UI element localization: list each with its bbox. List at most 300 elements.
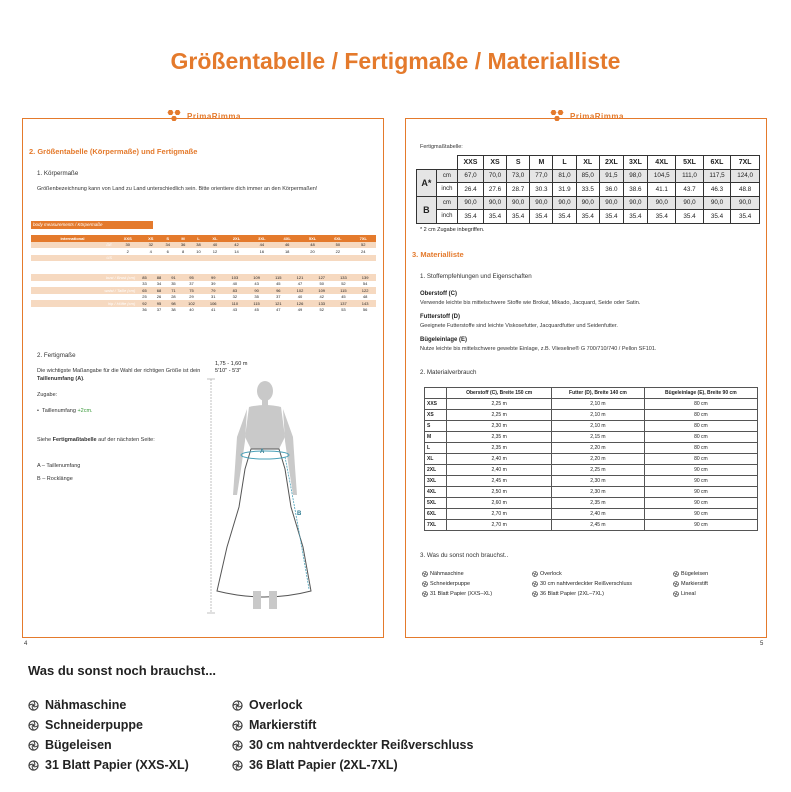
measure-cell: 92 bbox=[137, 300, 151, 307]
mv-row bbox=[425, 520, 758, 531]
bullet-icon bbox=[673, 581, 679, 587]
mv-row bbox=[425, 421, 758, 432]
subheading-fertigmasse: 2. Fertigmaße bbox=[37, 352, 76, 359]
measure-cell: 109 bbox=[311, 287, 333, 294]
mv-header: Futter (D), Breite 140 cm bbox=[552, 388, 645, 399]
measure-cell: 99 bbox=[202, 274, 224, 281]
size-cell: 24 bbox=[351, 248, 376, 255]
marker-a: A bbox=[260, 449, 265, 455]
bullet-icon bbox=[422, 591, 428, 597]
mv-size: 6XL bbox=[425, 509, 447, 520]
needs-item-label: Markierstift bbox=[681, 581, 708, 587]
fertigmass-table bbox=[416, 155, 760, 224]
measure-row-label: waist / Taille (cm) bbox=[31, 287, 137, 294]
fm-cell: 70,0 bbox=[483, 169, 506, 183]
fm-size-header: 7XL bbox=[731, 156, 760, 170]
mv-size: 4XL bbox=[425, 487, 447, 498]
mv-cell: 80 cm bbox=[644, 454, 757, 465]
mv-row bbox=[425, 476, 758, 487]
size-cell bbox=[249, 255, 274, 262]
fm-cell: 104,5 bbox=[647, 169, 676, 183]
size-cell: 46 bbox=[275, 242, 300, 249]
measure-cell: 45 bbox=[333, 294, 355, 301]
mv-header: Bügeleinlage (E), Breite 90 cm bbox=[644, 388, 757, 399]
bottom-heading: Was du sonst noch brauchst... bbox=[28, 663, 217, 678]
mv-size: 7XL bbox=[425, 520, 447, 531]
fm-cell: 35.4 bbox=[483, 210, 506, 224]
fm-cell: 90,0 bbox=[458, 196, 484, 210]
needs-item bbox=[673, 579, 708, 589]
bullet-icon bbox=[532, 571, 538, 577]
bullet-icon bbox=[232, 760, 243, 771]
mv-cell: 2,60 m bbox=[447, 498, 552, 509]
measure-cell: 88 bbox=[152, 274, 166, 281]
measure-cell: 32 bbox=[224, 294, 246, 301]
page-title: Größentabelle / Fertigmaße / Materialliste bbox=[170, 48, 621, 74]
bottom-item-label: 31 Blatt Papier (XXS-XL) bbox=[45, 758, 189, 772]
measure-cell: 37 bbox=[267, 294, 289, 301]
mv-size: XS bbox=[425, 410, 447, 421]
size-cell: 18 bbox=[275, 248, 300, 255]
needs-item bbox=[532, 569, 632, 579]
fm-cell: 67,0 bbox=[458, 169, 484, 183]
fm-unit: cm bbox=[436, 196, 457, 210]
measure-cell: 35 bbox=[246, 294, 268, 301]
siehe-bold: Fertigmaßtabelle bbox=[52, 437, 97, 443]
measure-row-label: inches bbox=[31, 307, 137, 314]
size-cell: 8 bbox=[175, 248, 190, 255]
section-heading-material: 3. Materialliste bbox=[412, 250, 464, 259]
size-cell: 16 bbox=[249, 248, 274, 255]
mv-cell: 2,30 m bbox=[447, 421, 552, 432]
mv-cell: 2,50 m bbox=[447, 487, 552, 498]
subheading-verbrauch: 2. Materialverbrauch bbox=[420, 369, 477, 376]
needs-col-3 bbox=[673, 569, 708, 599]
mv-cell: 2,35 m bbox=[552, 498, 645, 509]
size-cell: 5XL bbox=[300, 235, 325, 242]
size-cell bbox=[300, 255, 325, 262]
subheading-stoff: 1. Stoffempfehlungen und Eigenschaften bbox=[420, 273, 532, 280]
needs-item-label: 31 Blatt Papier (XXS–XL) bbox=[430, 591, 493, 597]
bottom-list-item bbox=[232, 758, 398, 772]
measure-cell: 85 bbox=[137, 274, 151, 281]
fertigmasse-text-a: Die wichtigste Maßangabe für die Wahl der richtigen Größe ist dein bbox=[37, 368, 201, 374]
mv-row bbox=[425, 509, 758, 520]
mv-cell: 2,10 m bbox=[552, 421, 645, 432]
mv-cell: 2,10 m bbox=[552, 399, 645, 410]
size-cell: 42 bbox=[224, 242, 249, 249]
size-cell: 52 bbox=[351, 242, 376, 249]
measure-cell: 79 bbox=[202, 287, 224, 294]
size-cell: XXS bbox=[114, 235, 142, 242]
size-cell: 32 bbox=[142, 242, 160, 249]
mv-cell: 2,40 m bbox=[447, 465, 552, 476]
measure-cell: 65 bbox=[137, 287, 151, 294]
fm-cell: 81,0 bbox=[553, 169, 576, 183]
fm-cell: 35.4 bbox=[458, 210, 484, 224]
fm-group: A* bbox=[417, 169, 437, 196]
mv-size: S bbox=[425, 421, 447, 432]
measure-cell: 110 bbox=[224, 300, 246, 307]
measure-cell: 37 bbox=[152, 307, 166, 314]
bullet-icon bbox=[232, 700, 243, 711]
measure-cell: 52 bbox=[333, 281, 355, 288]
measure-cell: 45 bbox=[267, 281, 289, 288]
subheading-koerpermasse: 1. Körpermaße bbox=[37, 170, 79, 177]
measure-cell: 137 bbox=[333, 300, 355, 307]
mv-cell: 2,45 m bbox=[447, 476, 552, 487]
fm-cell: 90,0 bbox=[483, 196, 506, 210]
bullet-icon bbox=[422, 581, 428, 587]
mv-cell: 2,25 m bbox=[552, 465, 645, 476]
fm-cell: 73,0 bbox=[507, 169, 530, 183]
measure-cell: 127 bbox=[311, 274, 333, 281]
fm-cell: 111,0 bbox=[676, 169, 703, 183]
bottom-list-item bbox=[232, 698, 303, 712]
needs-item bbox=[532, 579, 632, 589]
size-cell bbox=[160, 255, 175, 262]
size-cell: 50 bbox=[325, 242, 350, 249]
bullet-icon bbox=[232, 740, 243, 751]
page-number-left: 4 bbox=[24, 641, 28, 647]
measure-cell: 43 bbox=[246, 281, 268, 288]
bottom-item-label: Markierstift bbox=[249, 718, 317, 732]
mv-size: 2XL bbox=[425, 465, 447, 476]
left-page bbox=[22, 111, 384, 638]
size-cell: 40 bbox=[206, 242, 224, 249]
mv-cell: 80 cm bbox=[644, 443, 757, 454]
measure-cell: 95 bbox=[152, 300, 166, 307]
size-cell: 12 bbox=[206, 248, 224, 255]
fm-row bbox=[417, 169, 760, 183]
needs-item bbox=[422, 579, 492, 589]
fertigmasse-text-bold: Taillenumfang (A) bbox=[37, 376, 84, 382]
size-row-label: DE bbox=[31, 242, 114, 249]
measure-cell: 40 bbox=[224, 281, 246, 288]
bottom-item-label: Nähmaschine bbox=[45, 698, 127, 712]
measure-cell: 34 bbox=[152, 281, 166, 288]
fm-cell: 35.4 bbox=[731, 210, 760, 224]
fm-cell: 35.4 bbox=[676, 210, 703, 224]
measure-cell: 54 bbox=[354, 281, 376, 288]
measure-row-label: inches bbox=[31, 281, 137, 288]
mv-cell: 90 cm bbox=[644, 520, 757, 531]
fm-corner bbox=[436, 156, 457, 170]
size-cell bbox=[191, 255, 206, 262]
measure-cell: 122 bbox=[354, 287, 376, 294]
size-cell bbox=[114, 255, 142, 262]
buegeleinlage-heading: Bügeleinlage (E) bbox=[420, 337, 468, 343]
size-cell bbox=[351, 255, 376, 262]
needs-col-1 bbox=[422, 569, 492, 599]
mv-cell: 80 cm bbox=[644, 432, 757, 443]
mv-cell: 90 cm bbox=[644, 509, 757, 520]
mv-cell: 2,20 m bbox=[552, 454, 645, 465]
size-row-label: US bbox=[31, 255, 114, 262]
fm-cell: 90,0 bbox=[530, 196, 553, 210]
measure-cell: 96 bbox=[267, 287, 289, 294]
logo-text: PrimaRimma bbox=[570, 111, 624, 121]
mv-cell: 2,40 m bbox=[552, 509, 645, 520]
fm-cell: 90,0 bbox=[731, 196, 760, 210]
fertigmasse-text bbox=[37, 367, 202, 383]
mv-cell: 2,35 m bbox=[447, 443, 552, 454]
measure-cell: 95 bbox=[181, 274, 203, 281]
measure-cell: 115 bbox=[333, 287, 355, 294]
fm-row bbox=[417, 196, 760, 210]
bottom-item-label: Schneiderpuppe bbox=[45, 718, 143, 732]
measure-row-label: bust / Brust (cm) bbox=[31, 274, 137, 281]
size-cell: 6XL bbox=[325, 235, 350, 242]
mv-cell: 2,20 m bbox=[552, 443, 645, 454]
measure-cell: 68 bbox=[152, 287, 166, 294]
legend-a: A – Taillenumfang bbox=[37, 463, 81, 469]
fm-cell: 90,0 bbox=[599, 196, 623, 210]
mv-cell: 2,35 m bbox=[447, 432, 552, 443]
bottom-list-item bbox=[28, 718, 143, 732]
size-cell: 44 bbox=[249, 242, 274, 249]
mv-cell: 80 cm bbox=[644, 399, 757, 410]
size-cell: 6 bbox=[160, 248, 175, 255]
honeycomb-icon bbox=[548, 109, 566, 123]
needs-item-label: Nähmaschine bbox=[430, 571, 464, 577]
mv-row bbox=[425, 399, 758, 410]
mv-row bbox=[425, 465, 758, 476]
fm-group: B bbox=[417, 196, 437, 223]
section-heading: 2. Größentabelle (Körpermaße) und Fertigmaße bbox=[29, 147, 198, 156]
measure-cell: 28 bbox=[166, 294, 180, 301]
measure-row-label: inches bbox=[31, 294, 137, 301]
measure-cell: 133 bbox=[333, 274, 355, 281]
measure-cell: 40 bbox=[289, 294, 311, 301]
fm-cell: 35.4 bbox=[623, 210, 647, 224]
fm-cell: 35.4 bbox=[647, 210, 676, 224]
fm-cell: 26.4 bbox=[458, 183, 484, 197]
fm-cell: 35.4 bbox=[507, 210, 530, 224]
fm-cell: 35.4 bbox=[599, 210, 623, 224]
measure-cell: 102 bbox=[289, 287, 311, 294]
table-title: body measurements / Körpermaße bbox=[31, 221, 153, 229]
siehe-b: auf der nächsten Seite: bbox=[96, 437, 155, 443]
body-measure-table bbox=[31, 274, 376, 313]
measure-cell: 115 bbox=[267, 274, 289, 281]
fm-cell: 90,0 bbox=[576, 196, 599, 210]
bottom-list-item bbox=[28, 758, 189, 772]
mv-size: XL bbox=[425, 454, 447, 465]
right-page bbox=[405, 111, 767, 638]
bottom-item-label: Bügeleisen bbox=[45, 738, 112, 752]
measure-cell: 38 bbox=[166, 307, 180, 314]
bullet-icon bbox=[422, 571, 428, 577]
fm-cell: 48.8 bbox=[731, 183, 760, 197]
materialverbrauch-table bbox=[424, 387, 758, 531]
bullet-icon bbox=[28, 720, 39, 731]
fm-unit: cm bbox=[436, 169, 457, 183]
logo bbox=[406, 109, 766, 123]
size-cell: L bbox=[191, 235, 206, 242]
fm-unit: inch bbox=[436, 210, 457, 224]
needs-item bbox=[422, 569, 492, 579]
mv-size: XXS bbox=[425, 399, 447, 410]
measure-cell: 56 bbox=[354, 307, 376, 314]
fm-unit: inch bbox=[436, 183, 457, 197]
measure-cell: 48 bbox=[354, 294, 376, 301]
height-label-metric: 1,75 - 1,60 m bbox=[215, 361, 248, 367]
needs-item-label: Lineal bbox=[681, 591, 696, 597]
needs-item-label: 30 cm nahtverdeckter Reißverschluss bbox=[540, 581, 633, 587]
measure-cell: 98 bbox=[166, 300, 180, 307]
fm-cell: 30.3 bbox=[530, 183, 553, 197]
size-cell: 48 bbox=[300, 242, 325, 249]
measure-cell: 49 bbox=[289, 307, 311, 314]
fm-cell: 38.6 bbox=[623, 183, 647, 197]
mv-cell: 90 cm bbox=[644, 465, 757, 476]
measure-cell: 31 bbox=[202, 294, 224, 301]
mv-size: L bbox=[425, 443, 447, 454]
size-cell bbox=[206, 255, 224, 262]
size-row-label: international bbox=[31, 235, 114, 242]
measure-row-label: hip / Hüfte (cm) bbox=[31, 300, 137, 307]
fm-size-header: 4XL bbox=[647, 156, 676, 170]
fm-cell: 98,0 bbox=[623, 169, 647, 183]
measure-cell: 90 bbox=[246, 287, 268, 294]
mv-cell: 90 cm bbox=[644, 498, 757, 509]
needs-item bbox=[422, 589, 492, 599]
measure-cell: 103 bbox=[224, 274, 246, 281]
zugabe-value: +2cm. bbox=[77, 408, 93, 414]
zugabe-item: • Taillenumfang +2cm. bbox=[37, 408, 93, 414]
size-cell: M bbox=[175, 235, 190, 242]
fm-row bbox=[417, 183, 760, 197]
mv-header: Oberstoff (C), Breite 150 cm bbox=[447, 388, 552, 399]
fm-size-header: 2XL bbox=[599, 156, 623, 170]
measure-cell: 52 bbox=[311, 307, 333, 314]
size-cell: 30 bbox=[114, 242, 142, 249]
size-cell: 10 bbox=[191, 248, 206, 255]
measure-cell: 83 bbox=[224, 287, 246, 294]
mv-header bbox=[425, 388, 447, 399]
siehe-a: Siehe bbox=[37, 437, 53, 443]
mv-cell: 2,30 m bbox=[552, 487, 645, 498]
buegeleinlage-text: Nutze leichte bis mittelschwere gewebte Einlage, z.B. Vlieseline® G 700/710/740 / Pellon SF101. bbox=[420, 346, 657, 352]
fm-label: Fertigmaßtabelle: bbox=[420, 144, 463, 150]
fm-note: * 2 cm Zugabe inbegriffen. bbox=[420, 227, 485, 233]
size-cell bbox=[142, 255, 160, 262]
size-table bbox=[31, 235, 376, 261]
size-cell: S bbox=[160, 235, 175, 242]
measure-cell: 71 bbox=[166, 287, 180, 294]
bullet-icon bbox=[28, 740, 39, 751]
oberstoff-text: Verwende leichte bis mittelschwere Stoffe wie Brokat, Mikado, Jacquard, Seide oder Satin. bbox=[420, 300, 641, 306]
measure-cell: 25 bbox=[137, 294, 151, 301]
needs-item bbox=[532, 589, 632, 599]
mv-cell: 2,70 m bbox=[447, 520, 552, 531]
height-label-imperial: 5'10" - 5'3" bbox=[215, 368, 242, 374]
fm-cell: 90,0 bbox=[553, 196, 576, 210]
fm-cell: 35.4 bbox=[553, 210, 576, 224]
mv-row bbox=[425, 454, 758, 465]
fm-cell: 90,0 bbox=[703, 196, 731, 210]
bullet-icon bbox=[532, 591, 538, 597]
measure-cell: 29 bbox=[181, 294, 203, 301]
dress-figure bbox=[203, 377, 343, 617]
height-label bbox=[215, 361, 247, 375]
needs-item-label: Schneiderpuppe bbox=[430, 581, 471, 587]
measure-cell: 50 bbox=[311, 281, 333, 288]
size-cell: 36 bbox=[175, 242, 190, 249]
size-cell: XS bbox=[142, 235, 160, 242]
fm-size-header: 5XL bbox=[676, 156, 703, 170]
fm-cell: 41.1 bbox=[647, 183, 676, 197]
measure-cell: 36 bbox=[137, 307, 151, 314]
measure-cell: 41 bbox=[202, 307, 224, 314]
size-cell: XL bbox=[206, 235, 224, 242]
fm-size-header: XL bbox=[576, 156, 599, 170]
logo bbox=[23, 109, 383, 123]
size-cell bbox=[224, 255, 249, 262]
oberstoff-heading: Oberstoff (C) bbox=[420, 291, 457, 297]
size-cell: 22 bbox=[325, 248, 350, 255]
needs-item bbox=[673, 589, 708, 599]
measure-cell: 33 bbox=[137, 281, 151, 288]
page-number-right: 5 bbox=[760, 641, 764, 647]
mv-size: 3XL bbox=[425, 476, 447, 487]
mv-cell: 80 cm bbox=[644, 410, 757, 421]
mv-size: 5XL bbox=[425, 498, 447, 509]
mv-row bbox=[425, 432, 758, 443]
fm-cell: 90,0 bbox=[507, 196, 530, 210]
futterstoff-heading: Futterstoff (D) bbox=[420, 314, 460, 320]
bottom-item-label: 30 cm nahtverdeckter Reißverschluss bbox=[249, 738, 474, 752]
fm-cell: 36.0 bbox=[599, 183, 623, 197]
bottom-item-label: 36 Blatt Papier (2XL-7XL) bbox=[249, 758, 398, 772]
mv-size: M bbox=[425, 432, 447, 443]
mv-cell: 2,45 m bbox=[552, 520, 645, 531]
fm-cell: 35.4 bbox=[703, 210, 731, 224]
fm-size-header: 6XL bbox=[703, 156, 731, 170]
honeycomb-icon bbox=[165, 109, 183, 123]
bottom-list-item bbox=[232, 718, 316, 732]
fm-cell: 27.6 bbox=[483, 183, 506, 197]
mv-cell: 2,30 m bbox=[552, 476, 645, 487]
mv-cell: 90 cm bbox=[644, 487, 757, 498]
mv-row bbox=[425, 410, 758, 421]
size-cell: 20 bbox=[300, 248, 325, 255]
size-row-label: UK bbox=[31, 248, 114, 255]
fm-cell: 46.3 bbox=[703, 183, 731, 197]
fm-size-header: 3XL bbox=[623, 156, 647, 170]
fm-row bbox=[417, 210, 760, 224]
measure-cell: 133 bbox=[311, 300, 333, 307]
size-cell: 38 bbox=[191, 242, 206, 249]
size-cell: 4XL bbox=[275, 235, 300, 242]
bottom-item-label: Overlock bbox=[249, 698, 303, 712]
measure-cell: 121 bbox=[289, 274, 311, 281]
bullet-icon bbox=[532, 581, 538, 587]
measure-cell: 37 bbox=[181, 281, 203, 288]
mv-row bbox=[425, 487, 758, 498]
size-cell bbox=[325, 255, 350, 262]
measure-cell: 53 bbox=[333, 307, 355, 314]
bullet-icon bbox=[673, 591, 679, 597]
needs-item bbox=[673, 569, 708, 579]
mv-cell: 90 cm bbox=[644, 476, 757, 487]
size-cell: 7XL bbox=[351, 235, 376, 242]
subheading-needs: 3. Was du sonst noch brauchst.. bbox=[420, 552, 509, 559]
size-cell: 3XL bbox=[249, 235, 274, 242]
fm-cell: 77,0 bbox=[530, 169, 553, 183]
bullet-icon bbox=[673, 571, 679, 577]
